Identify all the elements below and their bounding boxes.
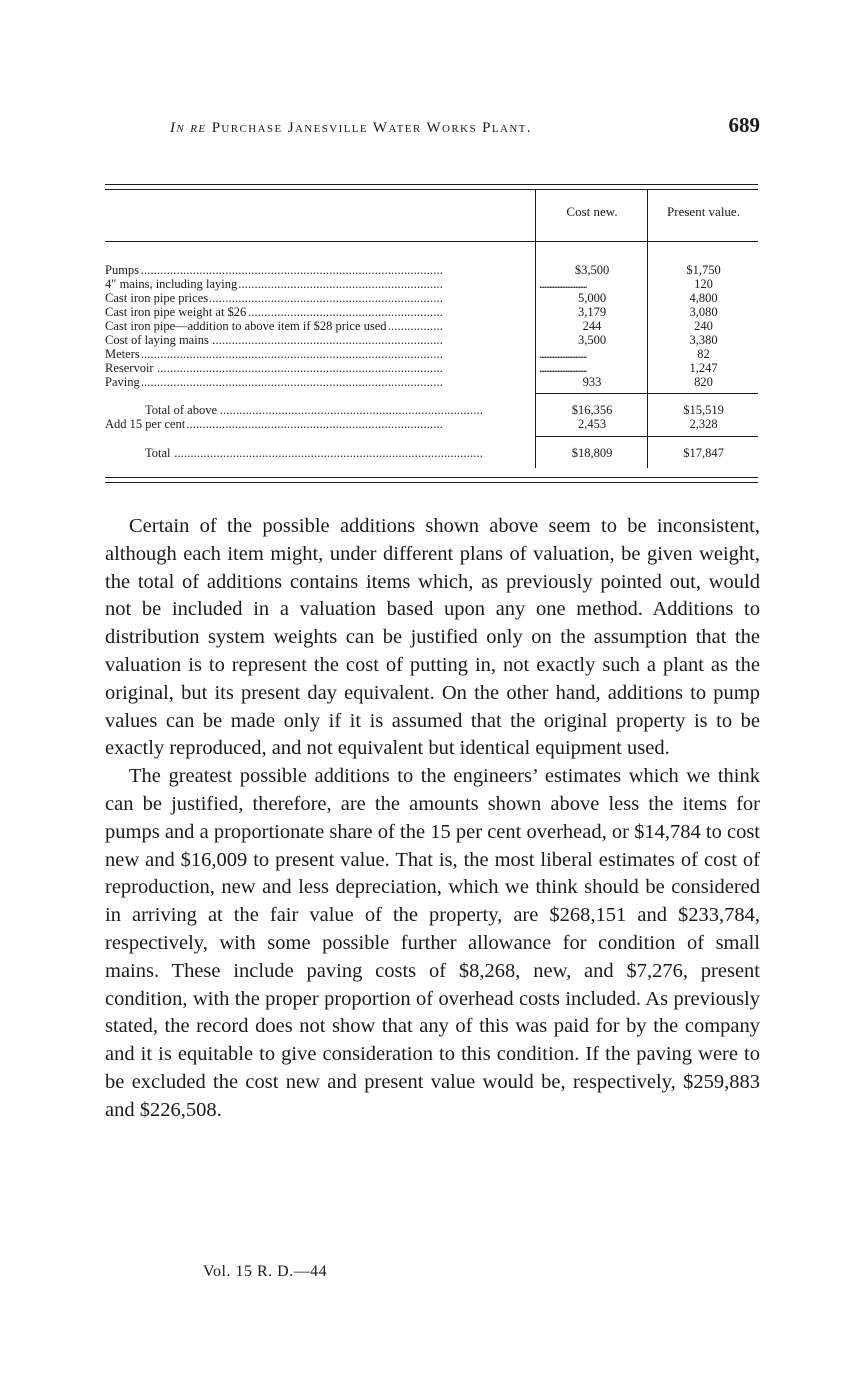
cell-present-value: 120 bbox=[694, 277, 713, 291]
cell-present-value: 3,380 bbox=[689, 333, 718, 347]
row-label: Cast iron pipe prices . . . bbox=[105, 291, 533, 305]
paragraph: Certain of the possible additions shown above seem to be inconsistent, although each item might, under different plans of valuation, be given weight, the total of additions contains items which, as previously pointed out, would not be included in a valuation based upon any one method. Additions to distribution system weights can be justified only on the assumption that the valuation is to represent the cost of putting in, not exactly such a plant as the original, but its present day equivalent. On the other hand, additions to pump values can be made only if it is assumed that the original property is to be exactly reproduced, and not equivalent but identical equipment used. bbox=[105, 515, 760, 760]
total-row bbox=[105, 446, 758, 460]
page-number: 689 bbox=[728, 113, 760, 137]
overhead-row bbox=[105, 417, 758, 431]
table-bottom-rule-inner bbox=[105, 482, 758, 483]
cell-present-value: $17,847 bbox=[683, 446, 724, 460]
cell-present-value: 4,800 bbox=[689, 291, 718, 305]
table-row bbox=[105, 361, 758, 375]
cell-cost-new: $18,809 bbox=[571, 446, 613, 460]
row-label: Cost of laying mains . . . bbox=[105, 333, 533, 347]
row-label: Add 15 per cent . . . bbox=[105, 417, 533, 431]
body-text bbox=[105, 513, 760, 1125]
cell-present-value: 3,080 bbox=[689, 305, 718, 319]
table-bottom-rule bbox=[105, 477, 758, 478]
table-row bbox=[105, 291, 758, 305]
subtotal-rule bbox=[535, 393, 758, 394]
column-header-present-value: Present value. bbox=[667, 204, 740, 219]
row-label: 4″ mains, including laying . . . bbox=[105, 277, 533, 291]
header-title-rest: Purchase Janesville Water Works Plant. bbox=[211, 120, 532, 136]
cell-present-value: 2,328 bbox=[689, 417, 718, 431]
cell-present-value: 82 bbox=[697, 347, 710, 361]
cell-cost-new: 933 bbox=[582, 375, 602, 389]
header-title-italic: In re bbox=[170, 120, 207, 136]
empty-cell-leader: ............................. bbox=[539, 277, 587, 291]
subtotal-row bbox=[105, 403, 758, 417]
row-label: Reservoir . . . bbox=[105, 361, 533, 375]
table-row bbox=[105, 333, 758, 347]
cell-cost-new: 244 bbox=[582, 319, 602, 333]
cell-present-value: $15,519 bbox=[683, 403, 724, 417]
column-header-cost-new: Cost new. bbox=[566, 204, 618, 219]
row-label: Cast iron pipe weight at $26 . . . bbox=[105, 305, 533, 319]
empty-cell-leader: ............................. bbox=[539, 361, 587, 375]
table-row bbox=[105, 319, 758, 333]
cell-cost-new: 3,500 bbox=[577, 333, 607, 347]
table-row bbox=[105, 277, 758, 291]
table-row bbox=[105, 263, 758, 277]
table-row bbox=[105, 347, 758, 361]
cell-present-value: 240 bbox=[694, 319, 713, 333]
running-header-title bbox=[170, 120, 532, 137]
row-label: Cast iron pipe—addition to above item if $28 price used . . . bbox=[105, 319, 533, 333]
table-top-rule bbox=[105, 184, 758, 185]
stub-header-rule bbox=[105, 241, 535, 242]
row-label: Pumps . . . bbox=[105, 263, 533, 277]
table-row bbox=[105, 305, 758, 319]
cell-present-value: 820 bbox=[694, 375, 713, 389]
table-row bbox=[105, 375, 758, 389]
volume-signature: Vol. 15 R. D.—44 bbox=[203, 1263, 328, 1280]
running-header bbox=[170, 113, 760, 138]
cell-cost-new: 5,000 bbox=[577, 291, 607, 305]
cell-present-value: 1,247 bbox=[689, 361, 718, 375]
empty-cell-leader: ............................. bbox=[539, 347, 587, 361]
cell-cost-new: 2,453 bbox=[577, 417, 607, 431]
table-top-rule-inner bbox=[105, 189, 758, 190]
total-rule bbox=[535, 436, 758, 437]
row-label: Total of above . . . bbox=[145, 403, 533, 417]
column-header-rule bbox=[535, 241, 758, 242]
row-label: Total . . . bbox=[145, 446, 533, 460]
paragraph: The greatest possible additions to the engineers’ estimates which we think can be justified, therefore, are the amounts shown above less the items for pumps and a proportionate share of the 15 per cent overhead, or $14,784 to cost new and $16,009 to present value. That is, the most liberal estimates of cost of reproduction, new and less depreciation, which we think should be considered in arriving at the fair value of the property, are $268,151 and $233,784, respectively, with some possible further allowance for condition of small mains. These include paving costs of $8,268, new, and $7,276, present condition, with the proper proportion of overhead costs included. As previously stated, the record does not show that any of this was paid for by the company and it is equitable to give consideration to this condition. If the paving were to be excluded the cost new and present value would be, respectively, $259,883 and $226,508. bbox=[105, 765, 760, 1121]
cell-cost-new: $16,356 bbox=[571, 403, 613, 417]
row-label: Meters . . . bbox=[105, 347, 533, 361]
cell-cost-new: $3,500 bbox=[574, 263, 610, 277]
cell-cost-new: 3,179 bbox=[577, 305, 607, 319]
cell-present-value: $1,750 bbox=[686, 263, 721, 277]
row-label: Paving . . . bbox=[105, 375, 533, 389]
